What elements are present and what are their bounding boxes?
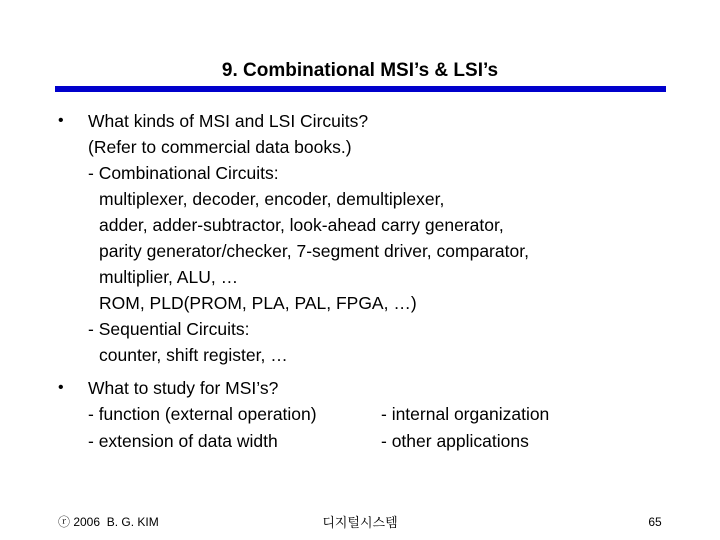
section2-left-line: - function (external operation) [88, 404, 317, 424]
section2-left-line: - extension of data width [88, 431, 278, 451]
section1-line: adder, adder-subtractor, look-ahead carry generator, [99, 215, 504, 235]
section1-line: (Refer to commercial data books.) [88, 137, 352, 157]
title-underline [55, 86, 666, 92]
footer-copyright: ⓡ 2006 B. G. KIM [58, 515, 159, 529]
footer-page-number: 65 [648, 515, 662, 529]
section1-line: multiplier, ALU, … [99, 267, 239, 287]
section1-line: ROM, PLD(PROM, PLA, PAL, FPGA, …) [99, 293, 417, 313]
section2-right-line: - other applications [381, 431, 529, 451]
slide-title: 9. Combinational MSI’s & LSI’s [221, 60, 499, 81]
section2-right-line: - internal organization [381, 404, 550, 424]
bullet-icon: • [58, 112, 64, 129]
section1-heading: What kinds of MSI and LSI Circuits? [88, 111, 369, 131]
section1-line: counter, shift register, … [99, 345, 288, 365]
section1-line: - Combinational Circuits: [88, 163, 279, 183]
footer-course-title: 디지털시스템 [322, 515, 398, 530]
section1-line: - Sequential Circuits: [88, 319, 250, 339]
section1-line: multiplexer, decoder, encoder, demultiplexer, [99, 189, 445, 209]
section1-line: parity generator/checker, 7-segment driver, comparator, [99, 241, 529, 261]
section2-heading: What to study for MSI’s? [88, 378, 279, 398]
bullet-icon: • [58, 379, 64, 396]
